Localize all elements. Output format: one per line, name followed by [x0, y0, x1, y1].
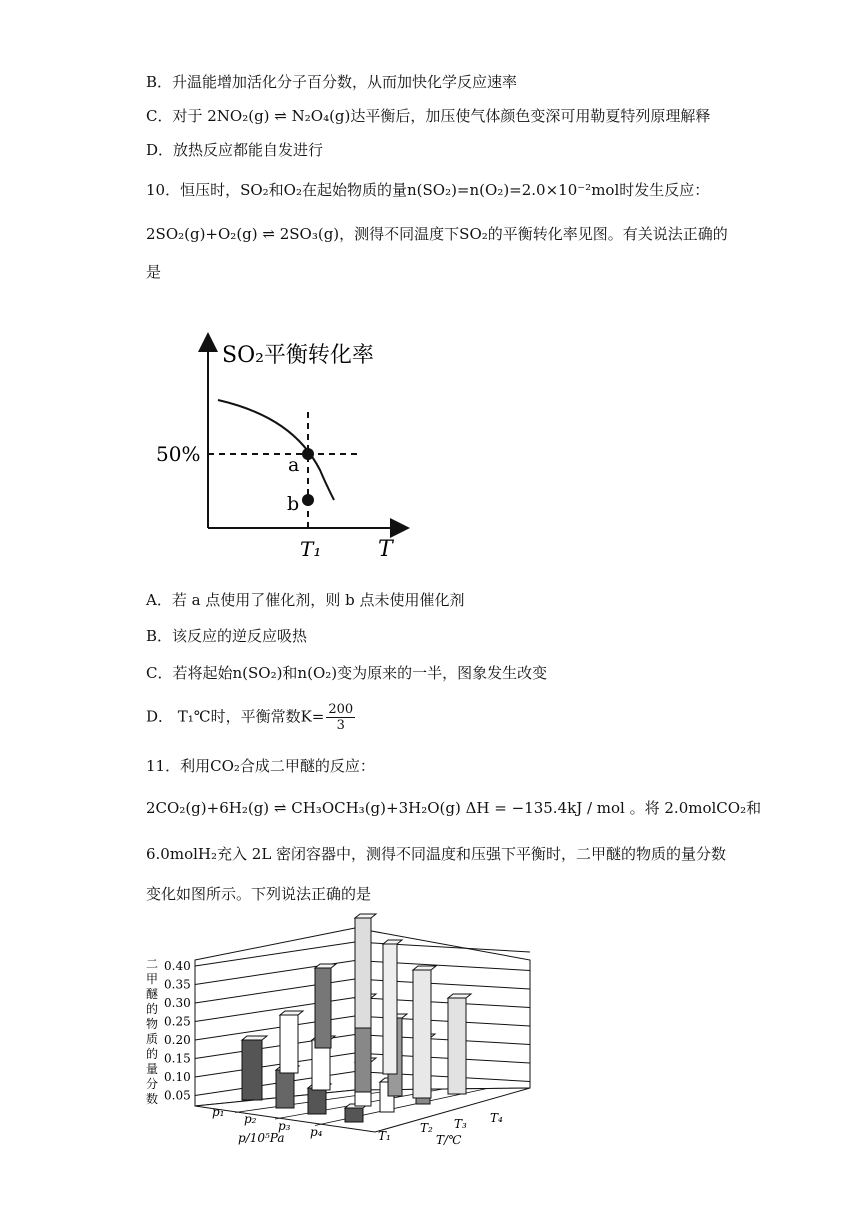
temperature-tick-2: T₂: [420, 1121, 433, 1135]
y-axis-label-char: 质: [146, 1032, 159, 1046]
y-axis-label-char: 醚: [146, 987, 159, 1001]
x-axis-label: T: [378, 537, 393, 562]
bar-9: [315, 968, 331, 1048]
pressure-tick-2: p₂: [244, 1112, 257, 1126]
q10-stem-2: 2SO₂(g)+O₂(g) ⇌ 2SO₃(g)，测得不同温度下SO₂的平衡转化率见图。有关说法正确的: [146, 225, 728, 243]
y-axis-label-char: 分: [146, 1077, 159, 1091]
point-b: [302, 494, 314, 506]
equilibrium-constant-fraction: [326, 702, 355, 733]
q11-stem-4: 变化如图所示。下列说法正确的是: [146, 885, 372, 903]
q9-option-d: D．放热反应都能自发进行: [146, 141, 324, 159]
q11-stem-1: 11．利用CO₂合成二甲醚的反应：: [146, 757, 375, 775]
bar-15: [413, 970, 431, 1098]
temperature-axis-label: T/℃: [436, 1133, 462, 1147]
q11-stem-2: 2CO₂(g)+6H₂(g) ⇌ CH₃OCH₃(g)+3H₂O(g) ΔH = −135.4kJ / mol 。将 2.0molCO₂和: [146, 799, 762, 817]
bar-top-13: [355, 914, 376, 918]
point-a: [302, 448, 314, 460]
y-tick-label: 0.30: [164, 996, 191, 1010]
q10-stem-3: 是: [146, 263, 162, 281]
bar-1: [242, 1040, 262, 1100]
y-tick-label: 0.35: [164, 977, 191, 992]
y-axis-label-char: 的: [146, 1002, 159, 1016]
chart-title: SO₂平衡转化率: [222, 343, 374, 368]
bar-4: [345, 1108, 363, 1122]
q10-option-a: A．若 a 点使用了催化剂，则 b 点未使用催化剂: [146, 591, 465, 609]
y-tick-label: 0.15: [164, 1051, 191, 1066]
temperature-tick-1: T₁: [378, 1129, 391, 1143]
y-tick-label: 0.40: [164, 959, 191, 973]
y-axis-label-char: 物: [146, 1017, 159, 1031]
pressure-tick-4: p₄: [310, 1125, 323, 1139]
y-tick-50: 50%: [156, 442, 201, 466]
q10-option-b: B．该反应的逆反应吸热: [146, 627, 308, 645]
point-b-label: b: [287, 493, 300, 515]
x-tick-t1: T₁: [300, 537, 322, 561]
y-tick-label: 0.10: [164, 1070, 191, 1084]
q10-option-c: C．若将起始n(SO₂)和n(O₂)变为原来的一半，图象发生改变: [146, 664, 548, 682]
bar-13: [355, 918, 371, 1028]
q10-option-d-text: D． T₁℃时，平衡常数K=: [146, 707, 325, 726]
temperature-tick-4: T₄: [490, 1111, 503, 1125]
y-axis-label-char: 数: [146, 1092, 159, 1106]
y-tick-label: 0.20: [164, 1033, 191, 1047]
bar-16: [448, 998, 466, 1094]
dimethyl-ether-bar-chart: [140, 910, 540, 1155]
q11-stem-3: 6.0molH₂充入 2L 密闭容器中，测得不同温度和压强下平衡时，二甲醚的物质的量分数: [146, 845, 727, 863]
bar-top-1: [242, 1036, 267, 1040]
bar-5: [280, 1015, 298, 1073]
q9-option-b: B．升温能增加活化分子百分数，从而加快化学反应速率: [146, 73, 518, 91]
pressure-tick-3: p₃: [278, 1119, 291, 1133]
y-axis-label-char: 量: [146, 1062, 159, 1076]
q10-option-d: [146, 702, 355, 733]
y-tick-label: 0.05: [164, 1088, 191, 1103]
q9-option-c: C．对于 2NO₂(g) ⇌ N₂O₄(g)达平衡后，加压使气体颜色变深可用勒夏特列原理解释: [146, 107, 711, 125]
bar-2: [276, 1070, 294, 1108]
fraction-denominator: 3: [336, 718, 345, 733]
pressure-axis-label: p/10⁵Pa: [238, 1131, 285, 1145]
y-axis-label-char: 甲: [146, 972, 159, 986]
y-axis-label-char: 的: [146, 1047, 159, 1061]
pressure-tick-1: p₁: [212, 1105, 225, 1119]
right-wall: [355, 928, 530, 1090]
fraction-numerator: 200: [328, 702, 354, 717]
bar-14: [383, 944, 397, 1074]
y-tick-label: 0.25: [164, 1014, 191, 1029]
y-axis-label-char: 二: [146, 957, 159, 971]
point-a-label: a: [288, 454, 300, 476]
bar-top-16: [448, 994, 471, 998]
temperature-tick-3: T₃: [454, 1117, 467, 1131]
bar-3: [308, 1088, 326, 1114]
bar-top-15: [413, 966, 436, 970]
q10-stem-1: 10．恒压时，SO₂和O₂在起始物质的量n(SO₂)=n(O₂)=2.0×10⁻²mol时发生反应：: [146, 181, 710, 199]
conversion-curve: [218, 400, 334, 500]
bar-top-5: [280, 1011, 303, 1015]
so2-conversion-chart: [150, 330, 420, 562]
